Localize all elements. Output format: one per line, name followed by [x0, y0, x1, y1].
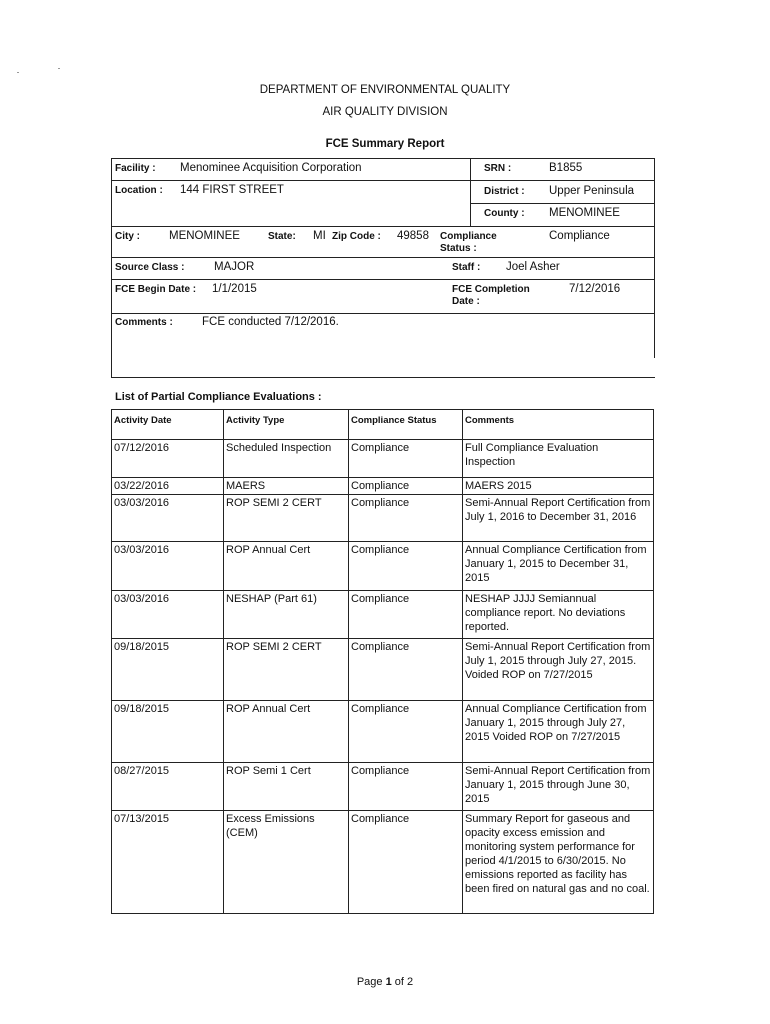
cell-comments: NESHAP JJJJ Semiannual compliance report. No deviations reported.: [463, 591, 654, 639]
cell-comments: Semi-Annual Report Certification from July 1, 2016 to December 31, 2016: [463, 495, 654, 542]
col-header-comments: Comments: [463, 410, 654, 440]
facility-label: Facility :: [115, 163, 156, 174]
cell-type: ROP SEMI 2 CERT: [224, 495, 349, 542]
cell-comments: Semi-Annual Report Certification from July 1, 2015 through July 27, 2015. Voided ROP on 7/27/2015: [463, 639, 654, 701]
cell-type: Scheduled Inspection: [224, 440, 349, 478]
cell-type: ROP Annual Cert: [224, 542, 349, 591]
srn-label: SRN :: [484, 163, 512, 174]
pce-section-title: List of Partial Compliance Evaluations :: [115, 391, 322, 403]
cell-status: Compliance: [349, 763, 463, 811]
cell-date: 07/13/2015: [112, 811, 224, 914]
col-header-activity-date: Activity Date: [112, 410, 224, 440]
comments-value: FCE conducted 7/12/2016.: [202, 316, 339, 328]
col-header-compliance-status: Compliance Status: [349, 410, 463, 440]
department-heading: DEPARTMENT OF ENVIRONMENTAL QUALITY: [259, 84, 511, 96]
cell-type: ROP Semi 1 Cert: [224, 763, 349, 811]
cell-status: Compliance: [349, 440, 463, 478]
city-value: MENOMINEE: [169, 230, 240, 242]
table-row: [112, 440, 654, 478]
cell-type: MAERS: [224, 478, 349, 495]
source-class-value: MAJOR: [214, 261, 255, 273]
cell-comments: Annual Compliance Certification from January 1, 2015 through July 27, 2015 Voided ROP on 7/27/2015: [463, 701, 654, 763]
district-label: District :: [484, 186, 525, 197]
page-current: 1: [385, 976, 392, 988]
cell-comments: Full Compliance Evaluation Inspection: [463, 440, 654, 478]
cell-status: Compliance: [349, 542, 463, 591]
compliance-status-label: Compliance: [440, 231, 497, 242]
compliance-status-label-2: Status :: [440, 243, 477, 254]
state-value: MI: [313, 230, 326, 242]
compliance-status-value: Compliance: [549, 230, 610, 242]
cell-comments: Semi-Annual Report Certification from January 1, 2015 through June 30, 2015: [463, 763, 654, 811]
cell-type: ROP SEMI 2 CERT: [224, 639, 349, 701]
table-row: [112, 495, 654, 542]
cell-status: Compliance: [349, 591, 463, 639]
fce-completion-label: FCE Completion: [452, 284, 530, 295]
cell-comments: Annual Compliance Certification from January 1, 2015 to December 31, 2015: [463, 542, 654, 591]
page-mid: of: [391, 976, 408, 988]
srn-value: B1855: [549, 162, 583, 174]
table-row: [112, 763, 654, 811]
cell-status: Compliance: [349, 639, 463, 701]
zip-label: Zip Code :: [332, 231, 381, 242]
table-row: [112, 542, 654, 591]
cell-date: 09/18/2015: [112, 639, 224, 701]
pce-table: [111, 409, 654, 914]
fce-completion-label-2: Date :: [452, 296, 480, 307]
cell-date: 07/12/2016: [112, 440, 224, 478]
cell-date: 03/03/2016: [112, 495, 224, 542]
county-label: County :: [484, 208, 525, 219]
location-label: Location :: [115, 185, 163, 196]
table-row: [112, 639, 654, 701]
location-value: 144 FIRST STREET: [180, 184, 284, 196]
cell-type: NESHAP (Part 61): [224, 591, 349, 639]
cell-date: 03/03/2016: [112, 591, 224, 639]
cell-comments: MAERS 2015: [463, 478, 654, 495]
page-number: [0, 976, 770, 988]
page-total: 2: [407, 976, 414, 988]
page-prefix: Page: [356, 976, 386, 988]
cell-date: 03/03/2016: [112, 542, 224, 591]
col-header-activity-type: Activity Type: [224, 410, 349, 440]
cell-status: Compliance: [349, 478, 463, 495]
scan-speck: [17, 72, 19, 73]
county-value: MENOMINEE: [549, 207, 620, 219]
cell-date: 09/18/2015: [112, 701, 224, 763]
staff-value: Joel Asher: [506, 261, 560, 273]
district-value: Upper Peninsula: [549, 185, 635, 197]
state-label: State:: [268, 231, 296, 242]
cell-comments: Summary Report for gaseous and opacity excess emission and monitoring system performance for period 4/1/2015 to 6/30/2015. No emissions reported as facility has been fired on natural gas and no coal.: [463, 811, 654, 914]
cell-status: Compliance: [349, 495, 463, 542]
fce-begin-label: FCE Begin Date :: [115, 284, 197, 295]
report-title: FCE Summary Report: [325, 138, 445, 150]
table-row: [112, 701, 654, 763]
staff-label: Staff :: [452, 262, 481, 273]
division-heading: AIR QUALITY DIVISION: [322, 106, 448, 118]
source-class-label: Source Class :: [115, 262, 185, 273]
comments-label: Comments :: [115, 317, 173, 328]
scan-speck: [58, 68, 60, 69]
table-row: [112, 591, 654, 639]
cell-type: Excess Emissions (CEM): [224, 811, 349, 914]
cell-type: ROP Annual Cert: [224, 701, 349, 763]
cell-date: 03/22/2016: [112, 478, 224, 495]
fce-begin-value: 1/1/2015: [212, 283, 257, 295]
fce-completion-value: 7/12/2016: [569, 283, 621, 295]
cell-status: Compliance: [349, 701, 463, 763]
cell-date: 08/27/2015: [112, 763, 224, 811]
table-row: [112, 811, 654, 914]
zip-value: 49858: [397, 230, 429, 242]
cell-status: Compliance: [349, 811, 463, 914]
pce-header-row: [112, 410, 654, 440]
table-row: [112, 478, 654, 495]
facility-value: Menominee Acquisition Corporation: [180, 162, 362, 174]
city-label: City :: [115, 231, 140, 242]
